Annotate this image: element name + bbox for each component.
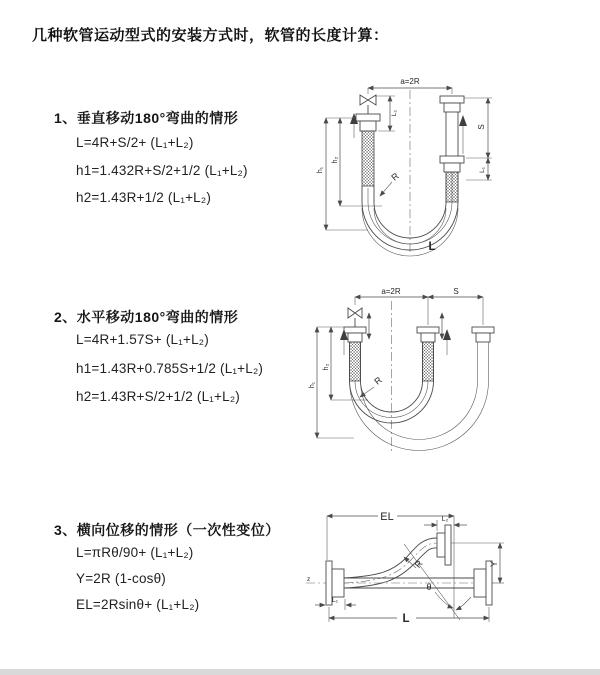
- radius-leader: [380, 170, 401, 196]
- section2-formula-h2: h2=1.43R+S/2+1/2 (L₁+L₂): [76, 389, 240, 404]
- dim-h1: [317, 118, 368, 230]
- valve-icon: [348, 308, 362, 327]
- dim-label-l1: L₁: [331, 597, 339, 604]
- section1-formula-h1: h1=1.432R+S/2+1/2 (L₁+L₂): [76, 163, 248, 178]
- dim-label-el: EL: [380, 511, 394, 523]
- centerline-mark: z: [307, 576, 311, 583]
- hose-s-curve: [344, 538, 437, 588]
- flange: [440, 96, 464, 103]
- dim-l2: [374, 96, 398, 131]
- radius-leader: [360, 374, 384, 397]
- flange: [360, 121, 376, 131]
- flange: [445, 525, 451, 565]
- section1-formula-L: L=4R+S/2+ (L₁+L₂): [76, 135, 194, 150]
- dim-label-l: L: [402, 613, 410, 625]
- section3-formula-Y: Y=2R (1-cosθ): [76, 571, 167, 586]
- dim-label-y: Y: [489, 560, 499, 568]
- flange: [474, 569, 486, 597]
- dim-label-l2: L₂: [441, 516, 449, 523]
- flange: [344, 327, 494, 342]
- section3-formula-EL: EL=2Rsinθ+ (L₁+L₂): [76, 597, 200, 612]
- dim-label-h2: h₂: [323, 363, 330, 371]
- flange: [437, 533, 445, 557]
- flange: [356, 114, 380, 121]
- dim-label-r: R: [412, 558, 425, 570]
- hose-braid: [423, 342, 434, 381]
- dim-l1: [315, 597, 356, 610]
- flange: [332, 569, 344, 597]
- valve-icon: [360, 95, 376, 114]
- dim-el: [327, 511, 454, 618]
- page-title: 几种软管运动型式的安装方式时，软管的长度计算：: [32, 27, 389, 44]
- section2-formula-h1: h1=1.43R+0.785S+1/2 (L₁+L₂): [76, 361, 264, 376]
- dim-s: [428, 287, 483, 297]
- radius-leader: [404, 557, 425, 570]
- scan-edge: [0, 669, 600, 675]
- dim-label-h2: h₂: [332, 156, 339, 164]
- section1-formula-h2: h2=1.43R+1/2 (L₁+L₂): [76, 190, 212, 205]
- section3-formula-L: L=πRθ/90+ (L₁+L₂): [76, 545, 194, 560]
- flange: [444, 103, 460, 112]
- dim-h1: [309, 327, 354, 438]
- dim-label-l2: L₂: [391, 109, 398, 117]
- diagram-lateral-displacement: [298, 500, 600, 658]
- dim-label-r: R: [372, 374, 384, 387]
- dim-label-l-total: L: [428, 241, 436, 253]
- dim-label-a2r: a=2R: [381, 287, 401, 296]
- dim-label-s: S: [477, 124, 486, 130]
- flange: [440, 156, 464, 163]
- dim-l-total: [329, 607, 489, 625]
- dim-label-r: R: [389, 170, 401, 183]
- hose-braid: [362, 131, 374, 186]
- section1-heading: 1、垂直移动180°弯曲的情形: [54, 110, 239, 126]
- section3-heading: 3、横向位移的情形（一次性变位）: [54, 522, 280, 538]
- dim-label-h1: h₁: [317, 166, 324, 174]
- dim-label-l1: L₁: [479, 167, 486, 173]
- dim-label-a2r: a=2R: [400, 77, 420, 86]
- dim-label-h1: h₁: [309, 381, 316, 389]
- hose-braid: [350, 342, 361, 381]
- section2-heading: 2、水平移动180°弯曲的情形: [54, 309, 239, 325]
- movement-arrow-icon: [459, 115, 467, 154]
- section2-formula-L: L=4R+1.57S+ (L₁+L₂): [76, 332, 209, 347]
- diagram-horizontal-bend: [306, 283, 594, 465]
- diagram-vertical-bend: [310, 68, 590, 262]
- dim-label-s: S: [453, 287, 459, 296]
- dim-label-theta: θ: [426, 582, 432, 592]
- dim-l1: [479, 158, 488, 180]
- flange: [444, 163, 460, 172]
- dim-a2r: [355, 287, 428, 297]
